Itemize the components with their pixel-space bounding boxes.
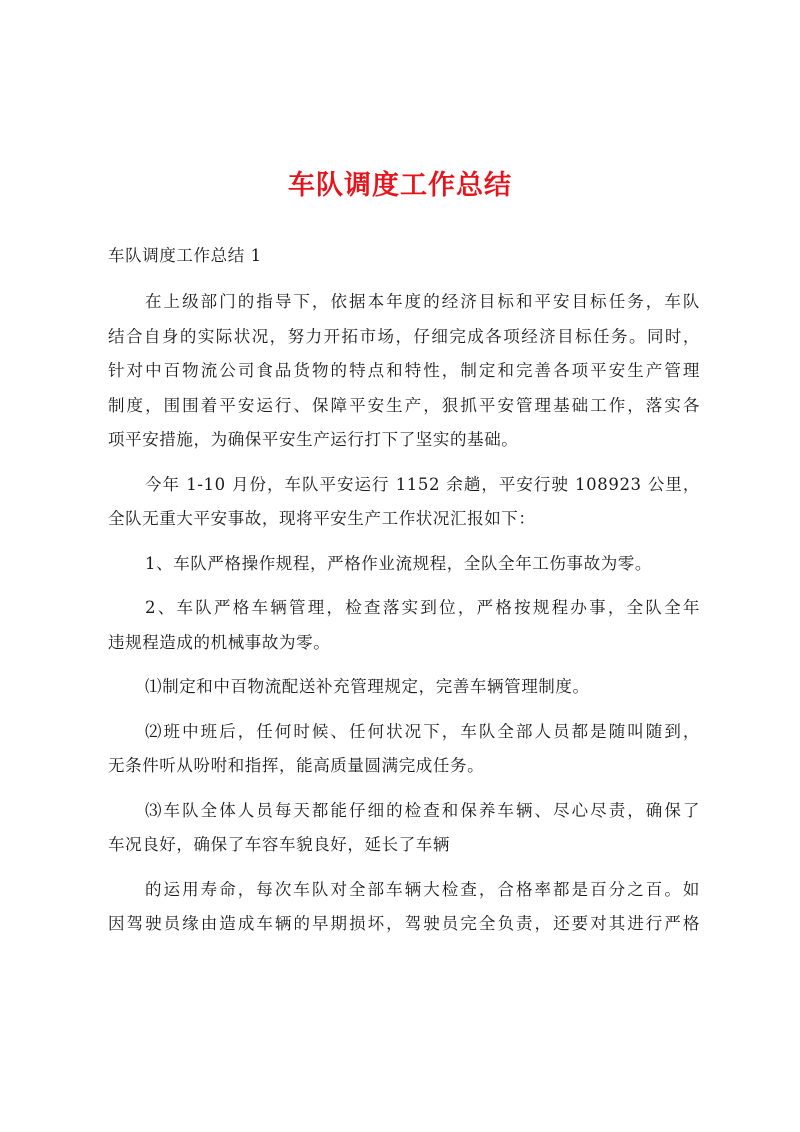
paragraph-line: 无条件听从吩咐和指挥，能高质量圆满完成任务。 [108,756,485,775]
document-title: 车队调度工作总结 [288,170,512,201]
paragraph-line: ⑵班中班后，任何时候、任何状况下，车队全部人员都是随叫随到， [145,721,700,741]
paragraph-line: 制度，围围着平安运行、保障平安生产，狠抓平安管理基础工作，落实各 [108,395,700,415]
document-body [108,285,700,952]
paragraph-line: 违规程造成的机械事故为零。 [108,632,331,652]
paragraph-line: 结合自身的实际状况，努力开拓市场，仔细完成各项经济目标任务。同时， [108,326,700,346]
paragraph-line: 1、车队严格操作规程，严格作业流规程，全队全年工伤事故为零。 [145,553,652,573]
paragraph-line: 全队无重大平安事故，现将平安生产工作状况汇报如下： [108,509,536,528]
paragraph [108,873,700,942]
paragraph [108,547,700,582]
paragraph [108,715,700,784]
paragraph-line: 今年 1-10 月份，车队平安运行 1152 余趟，平安行驶 108923 公里， [145,474,700,494]
paragraph-line: 在上级部门的指导下，依据本年度的经济目标和平安目标任务，车队 [145,292,700,311]
document-subtitle: 车队调度工作总结 1 [108,246,262,265]
paragraph-line: 针对中百物流公司食品货物的特点和特性，制定和完善各项平安生产管理 [108,361,700,380]
paragraph [108,794,700,863]
paragraph [108,285,700,458]
paragraph-line: 的运用寿命，每次车队对全部车辆大检查，合格率都是百分之百。如 [145,879,700,899]
paragraph-line: 项平安措施，为确保平安生产运行打下了坚实的基础。 [108,430,519,449]
paragraph-line: ⑴制定和中百物流配送补充管理规定，完善车辆管理制度。 [145,677,590,696]
paragraph-line: 2、车队严格车辆管理，检查落实到位，严格按规程办事，全队全年 [145,598,700,617]
paragraph [108,591,700,660]
paragraph-line: ⑶车队全体人员每天都能仔细的检查和保养车辆、尽心尽责，确保了 [145,800,700,820]
paragraph-line: 车况良好，确保了车容车貌良好，延长了车辆 [108,835,450,854]
paragraph [108,468,700,537]
paragraph [108,670,700,705]
paragraph-line: 因驾驶员缘由造成车辆的早期损坏，驾驶员完全负责，还要对其进行严格 [108,914,700,933]
